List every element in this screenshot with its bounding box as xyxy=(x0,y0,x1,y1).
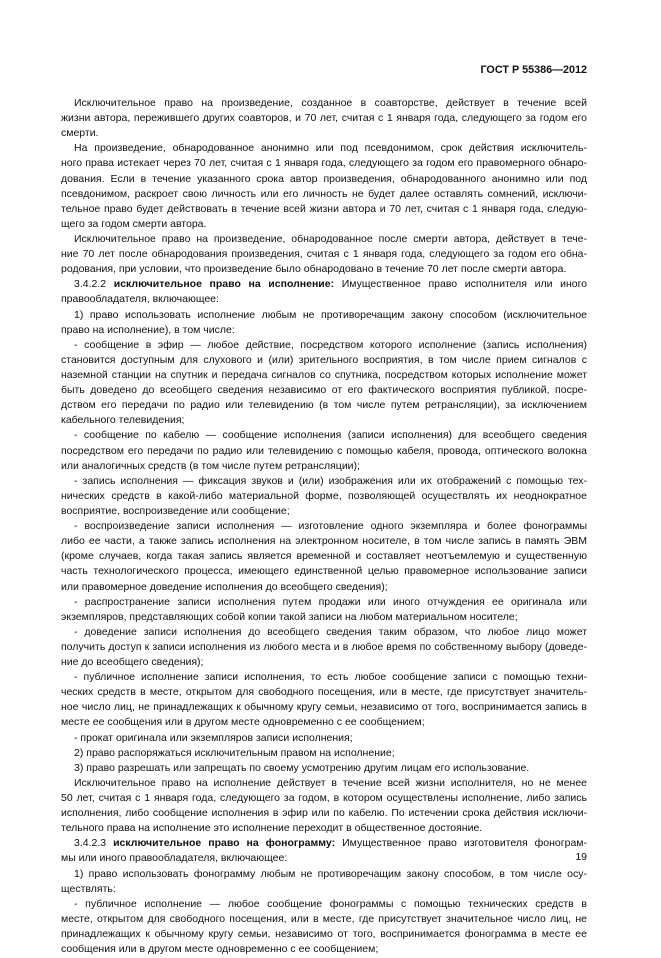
body-line: сообщения или в другом месте одновременно с ее сообщением; xyxy=(61,943,379,956)
document-body xyxy=(61,97,587,958)
body-line: - публичное исполнение — любое сообщение фонограммы с помощью технических средств в xyxy=(74,897,587,910)
body-line: 50 лет, считая с 1 января года, следующего за годом, в котором осуществлены исполнение, либо запись xyxy=(61,792,587,805)
body-line: дством его передачи по радио или телевидению (в том числе путем ретрансляции), за исключением xyxy=(61,399,587,412)
body-line: восприятие, воспроизведение или сообщение; xyxy=(61,504,290,517)
body-line: часть технологического процесса, имеющего единственной целью правомерное использование записи xyxy=(61,565,587,578)
body-line: - воспроизведение записи исполнения — изготовление одного экземпляра и более фонограммы xyxy=(74,520,587,533)
page-number: 19 xyxy=(575,851,587,863)
body-line: либо ее части, а также запись исполнения на электронном носителе, в том числе запись в память ЭВМ xyxy=(61,535,587,548)
body-line: - сообщение в эфир — любое действие, посредством которого исполнение (запись исполнения) xyxy=(74,338,587,351)
line-segment: Имущественное право исполнителя или иного xyxy=(334,278,587,291)
body-line: 1) право использовать фонограмму любым не противоречащим закону способом, в том числе осу- xyxy=(74,867,587,880)
body-line: - сообщение по кабелю — сообщение исполнения (записи исполнения) для всеобщего сведения xyxy=(74,429,587,442)
body-line: становится доступным для слухового и (или) зрительного восприятия, в том числе прием сигналов с xyxy=(61,353,587,366)
body-line xyxy=(61,278,587,291)
body-line: месте ее сообщения или в другом месте одновременно с ее сообщением; xyxy=(61,716,425,729)
body-line: наземной станции на спутник и передача сигналов со спутника, посредством которых исполнение может xyxy=(61,368,587,381)
body-line: псевдонимом, раскроет свою личность или его личность не будет далее оставлять сомнений, исключи- xyxy=(61,187,587,200)
body-line: На произведение, обнародованное анонимно или под псевдонимом, срок действия исключитель- xyxy=(74,142,587,155)
body-line: ние до всеобщего сведения); xyxy=(61,656,204,669)
body-line: принадлежащих к обычному кругу семьи, независимо от того, воспринимается фонограмма в месте ее xyxy=(61,928,587,941)
body-line: 2) право распоряжаться исключительным правом на исполнение; xyxy=(74,746,395,759)
body-line: исполнения, либо сообщение исполнения в эфир или по кабелю. По истечении срока действия исключи- xyxy=(61,807,587,820)
body-line: быть доведено до всеобщего сведения независимо от его фактического восприятия публикой, посре- xyxy=(61,384,587,397)
body-line: дования. Если в течение указанного срока автор произведения, обнародованного анонимно или под xyxy=(61,172,587,185)
body-line: ние 70 лет после обнародования произведения, считая с 1 января года, следующего за годом его обна- xyxy=(61,248,587,261)
section-term: исключительное право на фонограмму: xyxy=(113,837,336,850)
body-line: - запись исполнения — фиксация звуков и (или) изображения или их отображений с помощью тех- xyxy=(74,474,587,487)
body-line: нических средств в какой-либо материальной форме, позволяющей осуществлять их неоднократное xyxy=(61,489,587,502)
body-line: или аналогичных средств (в том числе путем ретрансляции); xyxy=(61,459,360,472)
body-line: ного права истекает через 70 лет, считая с 1 января года, следующего за годом его правомерного обнаро- xyxy=(61,157,587,170)
body-line: - распространение записи исполнения путем продажи или иного отчуждения ее оригинала или xyxy=(74,595,587,608)
body-line: - публичное исполнение записи исполнения, то есть любое сообщение записи с помощью техни- xyxy=(74,671,587,684)
body-line: получить доступ к записи исполнения из любого места и в любое время по собственному выбору (доведе- xyxy=(61,640,587,653)
body-line: Исключительное право на произведение, созданное в соавторстве, действует в течение всей xyxy=(74,97,587,109)
body-line: правообладателя, включающее: xyxy=(61,293,219,306)
body-line: родования, при условии, что произведение было обнародовано в течение 70 лет после смерти автора. xyxy=(61,263,567,276)
body-line: (кроме случаев, когда такая запись является временной и составляет неотъемлемую и существенную xyxy=(61,550,587,563)
section-term: исключительное право на исполнение: xyxy=(113,278,335,291)
line-segment: Имущественное право изготовителя фонограм- xyxy=(335,837,587,850)
body-line: экземпляров, представляющих собой копии такой записи на любом материальном носителе; xyxy=(61,610,518,623)
body-line: тельного права на исполнение это исполнение переходит в общественное достояние. xyxy=(61,822,483,835)
line-segment: 3.4.2.3 xyxy=(74,837,114,850)
body-line: смерти. xyxy=(61,127,99,140)
line-segment: 3.4.2.2 xyxy=(74,278,114,291)
body-line: 3) право разрешать или запрещать по своему усмотрению другим лицам его использование. xyxy=(74,761,530,774)
body-line: ное число лиц, не принадлежащих к обычному кругу семьи, независимо от того, воспринимается запись в xyxy=(61,701,587,714)
body-line: - доведение записи исполнения до всеобщего сведения таким образом, что любое лицо может xyxy=(74,625,587,638)
body-line: тельное право будет действовать в течение всей жизни автора и 70 лет, считая с 1 января года, следую- xyxy=(61,202,587,215)
body-line: месте, открытом для свободного посещения, или в месте, где присутствует значительное число лиц, не xyxy=(61,912,587,925)
body-line xyxy=(61,837,587,850)
body-line: Исключительное право на произведение, обнародованное после смерти автора, действует в тече- xyxy=(74,232,587,245)
body-line: право на исполнение), в том числе: xyxy=(61,323,235,336)
standard-header: ГОСТ Р 55386—2012 xyxy=(480,64,587,76)
body-line: ществлять: xyxy=(61,882,116,895)
body-line: мы или иного правообладателя, включающее: xyxy=(61,852,288,865)
body-line: щего за годом смерти автора. xyxy=(61,217,207,230)
body-line: посредством его передачи по радио или телевидению с помощью кабеля, провода, оптического волокна xyxy=(61,444,587,457)
body-line: - прокат оригинала или экземпляров записи исполнения; xyxy=(74,731,353,744)
body-line: Исключительное право на исполнение действует в течение всей жизни исполнителя, но не менее xyxy=(74,776,587,789)
body-line: или правомерное доведение исполнения до всеобщего сведения); xyxy=(61,580,388,593)
body-line: жизни автора, пережившего других соавторов, и 70 лет, считая с 1 января года, следующего за годом его xyxy=(61,112,587,125)
body-line: ческих средств в месте, открытом для свободного посещения, или в месте, где присутствует значитель- xyxy=(61,686,587,699)
body-line: кабельного телевидения; xyxy=(61,414,185,427)
body-line: 1) право использовать исполнение любым не противоречащим закону способом (исключительное xyxy=(74,308,587,321)
